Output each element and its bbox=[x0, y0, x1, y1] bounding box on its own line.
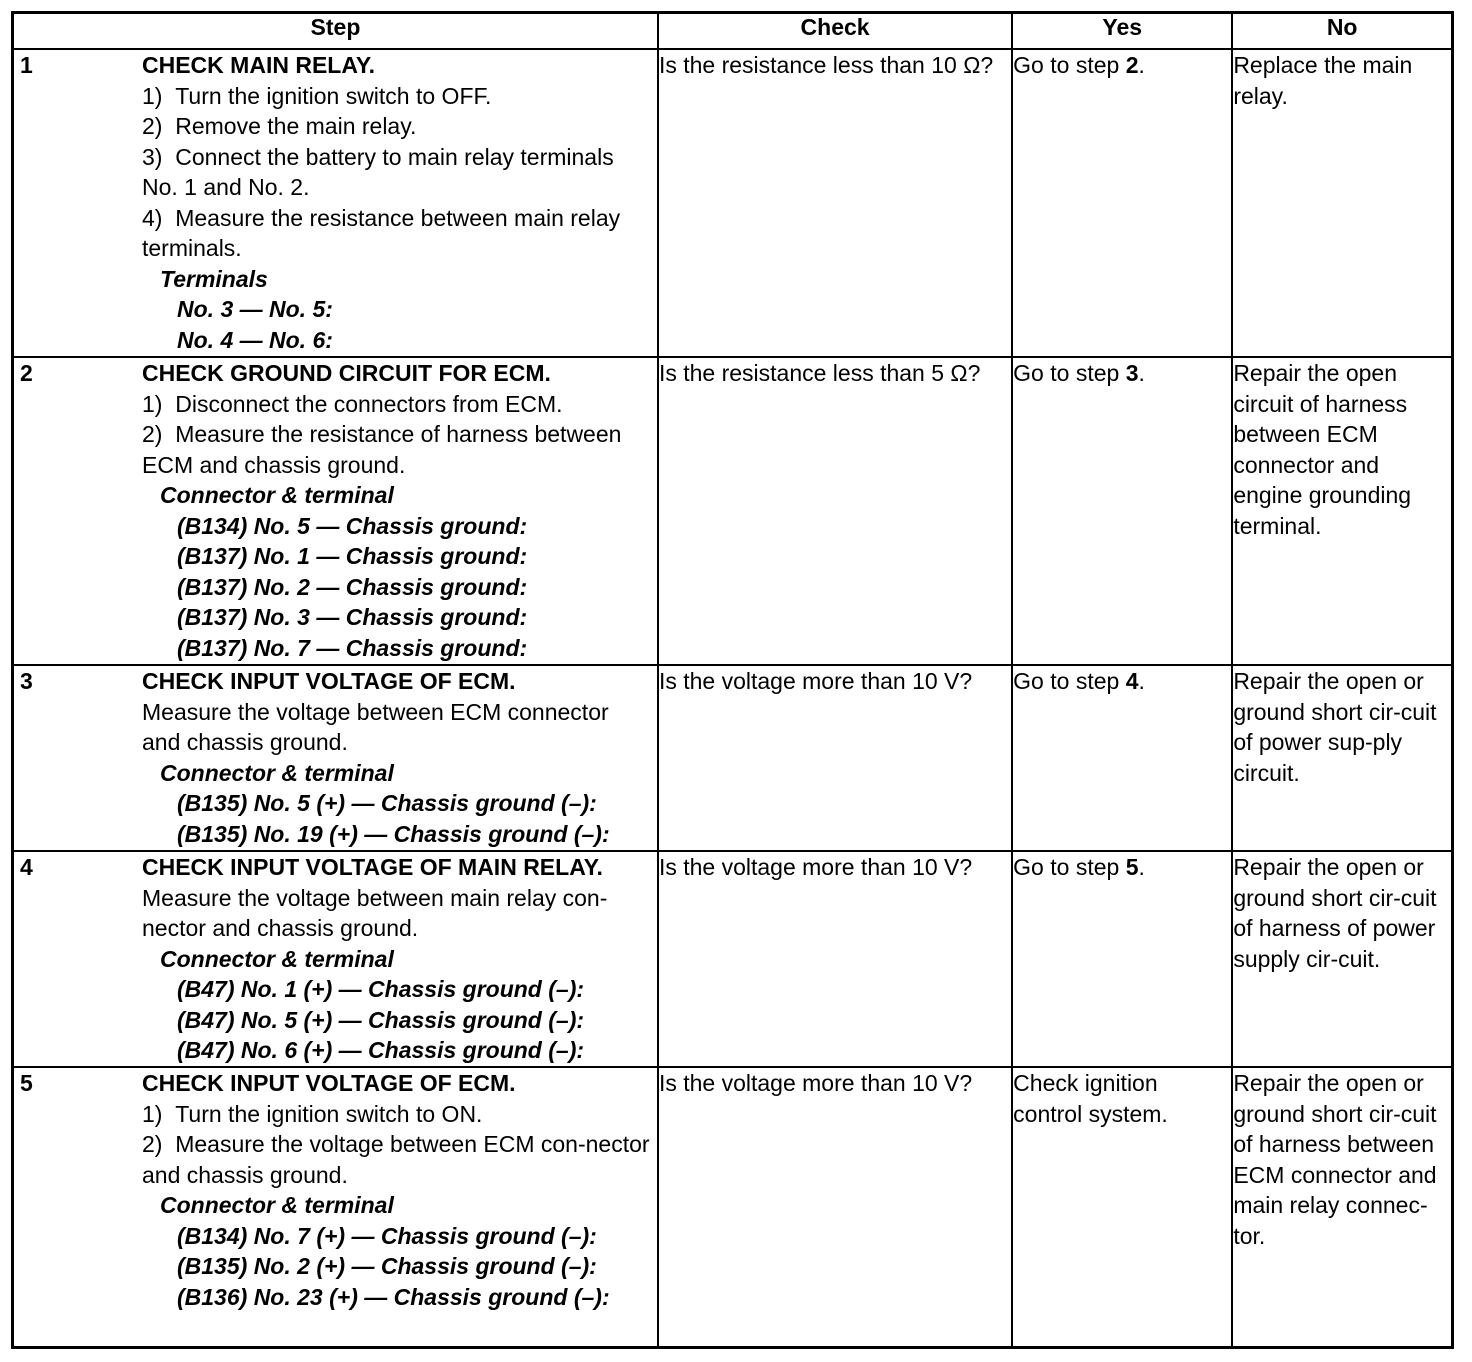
table-row bbox=[13, 49, 1453, 357]
terminal-line: (B47) No. 5 (+) — Chassis ground (–): bbox=[177, 1006, 585, 1033]
terminal-line: (B47) No. 1 (+) — Chassis ground (–): bbox=[177, 976, 585, 1002]
no-cell: Repair the open or ground short cir-cuit of power sup-ply circuit. bbox=[1232, 665, 1452, 851]
header-row bbox=[13, 13, 1453, 50]
step-cell bbox=[13, 49, 658, 357]
yes-cell: Go to step 5. bbox=[1012, 851, 1232, 1067]
terminal-line: (B137) No. 7 — Chassis ground: bbox=[177, 634, 528, 661]
yes-cell: Go to step 2. bbox=[1012, 49, 1232, 357]
step-title: CHECK INPUT VOLTAGE OF ECM. bbox=[142, 668, 516, 694]
step-title: CHECK MAIN RELAY. bbox=[142, 52, 376, 78]
no-cell: Repair the open circuit of harness between ECM connector and engine grounding terminal. bbox=[1232, 357, 1452, 665]
terminal-line: (B137) No. 3 — Chassis ground: bbox=[177, 604, 528, 630]
instruction-line: 1) Disconnect the connectors from ECM. bbox=[142, 390, 563, 417]
terminal-heading: Connector & terminal bbox=[160, 1192, 394, 1218]
instruction-line: 1) Turn the ignition switch to OFF. bbox=[142, 82, 492, 109]
check-cell: Is the resistance less than 10 Ω? bbox=[658, 49, 1012, 357]
terminal-heading: Connector & terminal bbox=[160, 482, 394, 508]
no-cell: Repair the open or ground short cir-cuit of harness of power supply cir-cuit. bbox=[1232, 851, 1452, 1067]
step-number: 3 bbox=[20, 668, 33, 694]
terminal-line: (B134) No. 7 (+) — Chassis ground (–): bbox=[177, 1222, 597, 1249]
step-cell bbox=[13, 1067, 658, 1347]
check-cell: Is the voltage more than 10 V? bbox=[658, 665, 1012, 851]
instruction-line: 1) Turn the ignition switch to ON. bbox=[142, 1100, 483, 1127]
no-cell: Repair the open or ground short cir-cuit of harness between ECM connector and main relay connec-tor. bbox=[1232, 1067, 1452, 1347]
step-title: CHECK INPUT VOLTAGE OF ECM. bbox=[142, 1070, 516, 1096]
terminal-heading: Connector & terminal bbox=[160, 759, 394, 786]
yes-cell: Go to step 3. bbox=[1012, 357, 1232, 665]
header-no: No bbox=[1232, 13, 1452, 50]
header-check: Check bbox=[658, 13, 1012, 50]
terminal-line: (B137) No. 2 — Chassis ground: bbox=[177, 573, 528, 600]
terminal-line: (B134) No. 5 — Chassis ground: bbox=[177, 512, 528, 539]
table-row bbox=[13, 357, 1453, 665]
terminal-heading: Terminals bbox=[160, 265, 268, 292]
diagnostic-table bbox=[11, 11, 1454, 1349]
step-title: CHECK GROUND CIRCUIT FOR ECM. bbox=[142, 360, 551, 386]
yes-cell: Go to step 4. bbox=[1012, 665, 1232, 851]
terminal-line: (B136) No. 23 (+) — Chassis ground (–): bbox=[177, 1283, 610, 1310]
terminal-line: (B137) No. 1 — Chassis ground: bbox=[177, 543, 528, 569]
step-number: 5 bbox=[20, 1070, 33, 1096]
terminal-line: No. 3 — No. 5: bbox=[177, 296, 333, 322]
terminal-line: (B135) No. 5 (+) — Chassis ground (–): bbox=[177, 790, 597, 816]
instruction-line: 3) Connect the battery to main relay terminals No. 1 and No. 2. bbox=[142, 143, 614, 200]
check-cell: Is the voltage more than 10 V? bbox=[658, 851, 1012, 1067]
instruction-line: 2) Measure the resistance of harness between ECM and chassis ground. bbox=[142, 421, 622, 478]
table-row bbox=[13, 851, 1453, 1067]
terminal-heading: Connector & terminal bbox=[160, 945, 394, 972]
header-step: Step bbox=[13, 13, 658, 50]
instruction-line: 2) Remove the main relay. bbox=[142, 113, 417, 139]
check-cell: Is the voltage more than 10 V? bbox=[658, 1067, 1012, 1347]
header-yes: Yes bbox=[1012, 13, 1232, 50]
step-number: 4 bbox=[20, 854, 33, 880]
instruction-line: Measure the voltage between ECM connector and chassis ground. bbox=[142, 698, 609, 755]
step-title: CHECK INPUT VOLTAGE OF MAIN RELAY. bbox=[142, 854, 603, 880]
terminal-line: No. 4 — No. 6: bbox=[177, 326, 333, 353]
step-number: 2 bbox=[20, 360, 33, 386]
check-cell: Is the resistance less than 5 Ω? bbox=[658, 357, 1012, 665]
step-cell bbox=[13, 357, 658, 665]
instruction-line: Measure the voltage between main relay con-nector and chassis ground. bbox=[142, 884, 608, 941]
no-cell: Replace the main relay. bbox=[1232, 49, 1452, 357]
step-cell bbox=[13, 665, 658, 851]
instruction-line: 2) Measure the voltage between ECM con-nector and chassis ground. bbox=[142, 1131, 650, 1188]
terminal-line: (B135) No. 2 (+) — Chassis ground (–): bbox=[177, 1253, 597, 1279]
table-row bbox=[13, 665, 1453, 851]
table-row bbox=[13, 1067, 1453, 1347]
step-number: 1 bbox=[20, 52, 33, 78]
step-cell bbox=[13, 851, 658, 1067]
instruction-line: 4) Measure the resistance between main relay terminals. bbox=[142, 204, 621, 261]
yes-cell: Check ignition control system. bbox=[1012, 1067, 1232, 1347]
terminal-line: (B135) No. 19 (+) — Chassis ground (–): bbox=[177, 820, 610, 847]
terminal-line: (B47) No. 6 (+) — Chassis ground (–): bbox=[177, 1037, 585, 1063]
